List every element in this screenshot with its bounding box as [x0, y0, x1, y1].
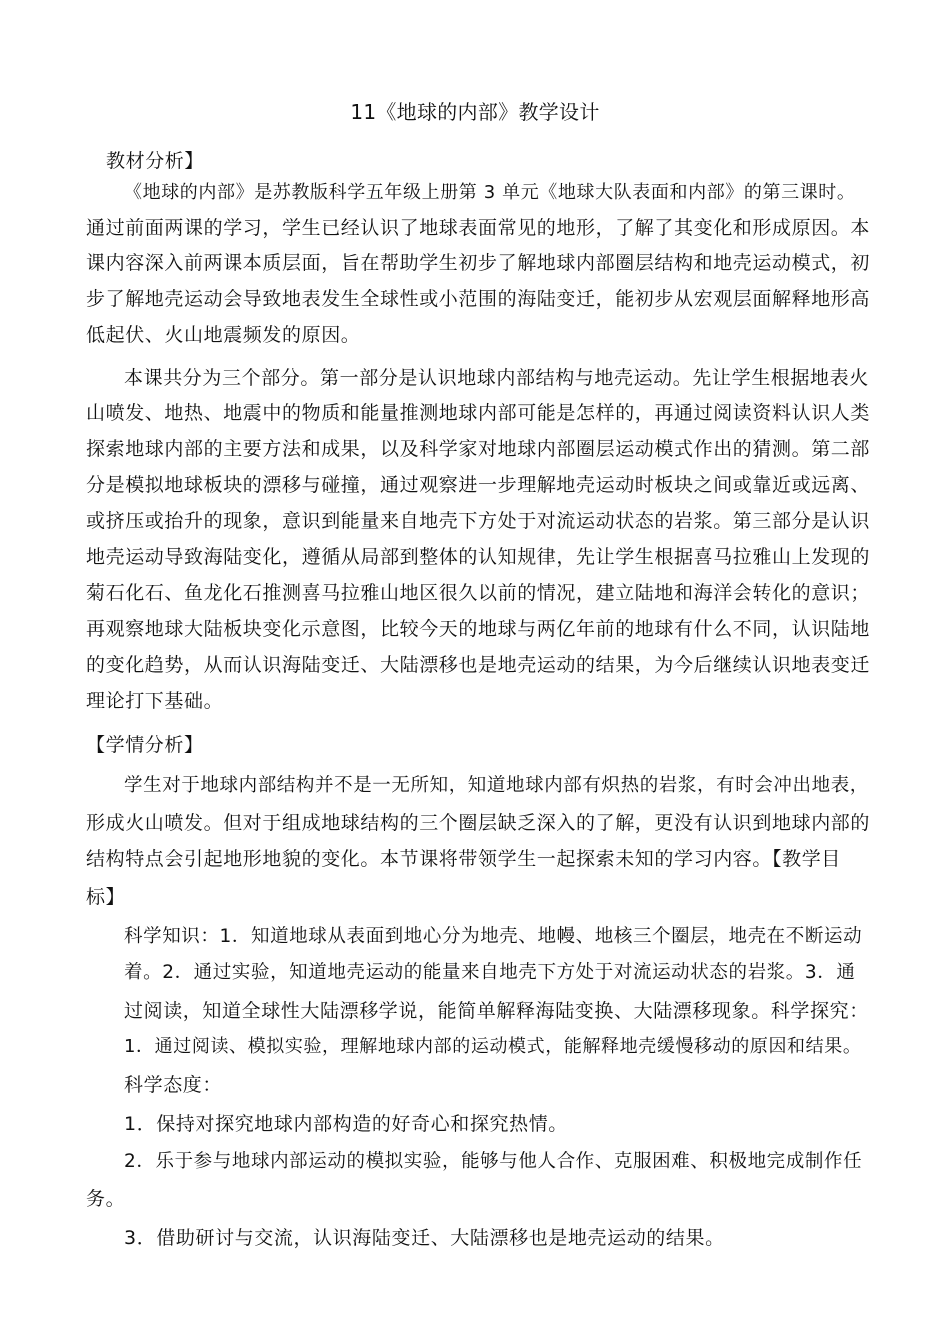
- paragraph-line: 菊石化石、鱼龙化石推测喜马拉雅山地区很久以前的情况，建立陆地和海洋会转化的意识；: [86, 582, 871, 604]
- paragraph-line: 1．保持对探究地球内部构造的好奇心和探究热情。: [124, 1113, 568, 1135]
- paragraph-line: 科学知识：1．知道地球从表面到地心分为地壳、地幔、地核三个圈层，地壳在不断运动: [124, 926, 863, 947]
- section-heading-textbook-analysis: 教材分析】: [106, 150, 205, 172]
- paragraph-line: 分是模拟地球板块的漂移与碰撞，通过观察进一步理解地壳运动时板块之间或靠近或远离、: [86, 474, 871, 496]
- paragraph-line: 1．通过阅读、模拟实验，理解地球内部的运动模式，能解释地壳缓慢移动的原因和结果。: [124, 1036, 862, 1057]
- paragraph-line: 形成火山喷发。但对于组成地球结构的三个圈层缺乏深入的了解，更没有认识到地球内部的: [86, 812, 871, 834]
- paragraph-line: 3．借助研讨与交流，认识海陆变迁、大陆漂移也是地壳运动的结果。: [124, 1227, 725, 1249]
- section-heading-student-analysis: 【学情分析】: [86, 734, 204, 756]
- paragraph-line: 着。2．通过实验，知道地壳运动的能量来自地壳下方处于对流运动状态的岩浆。3．通: [124, 962, 856, 983]
- paragraph-line: 过阅读，知道全球性大陆漂移学说，能简单解释海陆变换、大陆漂移现象。科学探究：: [124, 1000, 869, 1022]
- paragraph-line: 探索地球内部的主要方法和成果，以及科学家对地球内部圈层运动模式作出的猜测。第二部: [86, 438, 871, 460]
- paragraph-line: 理论打下基础。: [86, 690, 224, 712]
- document-title: 11《地球的内部》教学设计: [350, 100, 600, 124]
- paragraph-line: 或挤压或抬升的现象，意识到能量来自地壳下方处于对流运动状态的岩浆。第三部分是认识: [86, 510, 871, 532]
- paragraph-line: 标】: [86, 886, 126, 908]
- paragraph-line: 步了解地壳运动会导致地表发生全球性或小范围的海陆变迁，能初步从宏观层面解释地形高: [86, 288, 871, 310]
- paragraph-line: 的变化趋势，从而认识海陆变迁、大陆漂移也是地壳运动的结果，为今后继续认识地表变迁: [86, 654, 871, 676]
- paragraph-line: 通过前面两课的学习，学生已经认识了地球表面常见的地形，了解了其变化和形成原因。本: [86, 217, 871, 239]
- paragraph-line: 山喷发、地热、地震中的物质和能量推测地球内部可能是怎样的，再通过阅读资料认识人类: [86, 402, 871, 424]
- paragraph-line: 再观察地球大陆板块变化示意图，比较今天的地球与两亿年前的地球有什么不同，认识陆地: [86, 618, 871, 640]
- paragraph-line: 2．乐于参与地球内部运动的模拟实验，能够与他人合作、克服困难、积极地完成制作任: [124, 1151, 863, 1172]
- paragraph-line: 低起伏、火山地震频发的原因。: [86, 324, 361, 346]
- paragraph-line: 《地球的内部》是苏教版科学五年级上册第 3 单元《地球大队表面和内部》的第三课时。: [124, 182, 856, 203]
- paragraph-line: 学生对于地球内部结构并不是一无所知，知道地球内部有炽热的岩浆，有时会冲出地表，: [124, 775, 869, 796]
- paragraph-line: 课内容深入前两课本质层面，旨在帮助学生初步了解地球内部圈层结构和地壳运动模式，初: [86, 252, 871, 274]
- paragraph-line: 科学态度：: [124, 1074, 223, 1096]
- paragraph-line: 结构特点会引起地形地貌的变化。本节课将带领学生一起探索未知的学习内容。【教学目: [86, 848, 841, 870]
- paragraph-line: 本课共分为三个部分。第一部分是认识地球内部结构与地壳运动。先让学生根据地表火: [124, 367, 869, 389]
- paragraph-line: 务。: [86, 1188, 126, 1210]
- paragraph-line: 地壳运动导致海陆变化，遵循从局部到整体的认知规律，先让学生根据喜马拉雅山上发现的: [86, 546, 871, 568]
